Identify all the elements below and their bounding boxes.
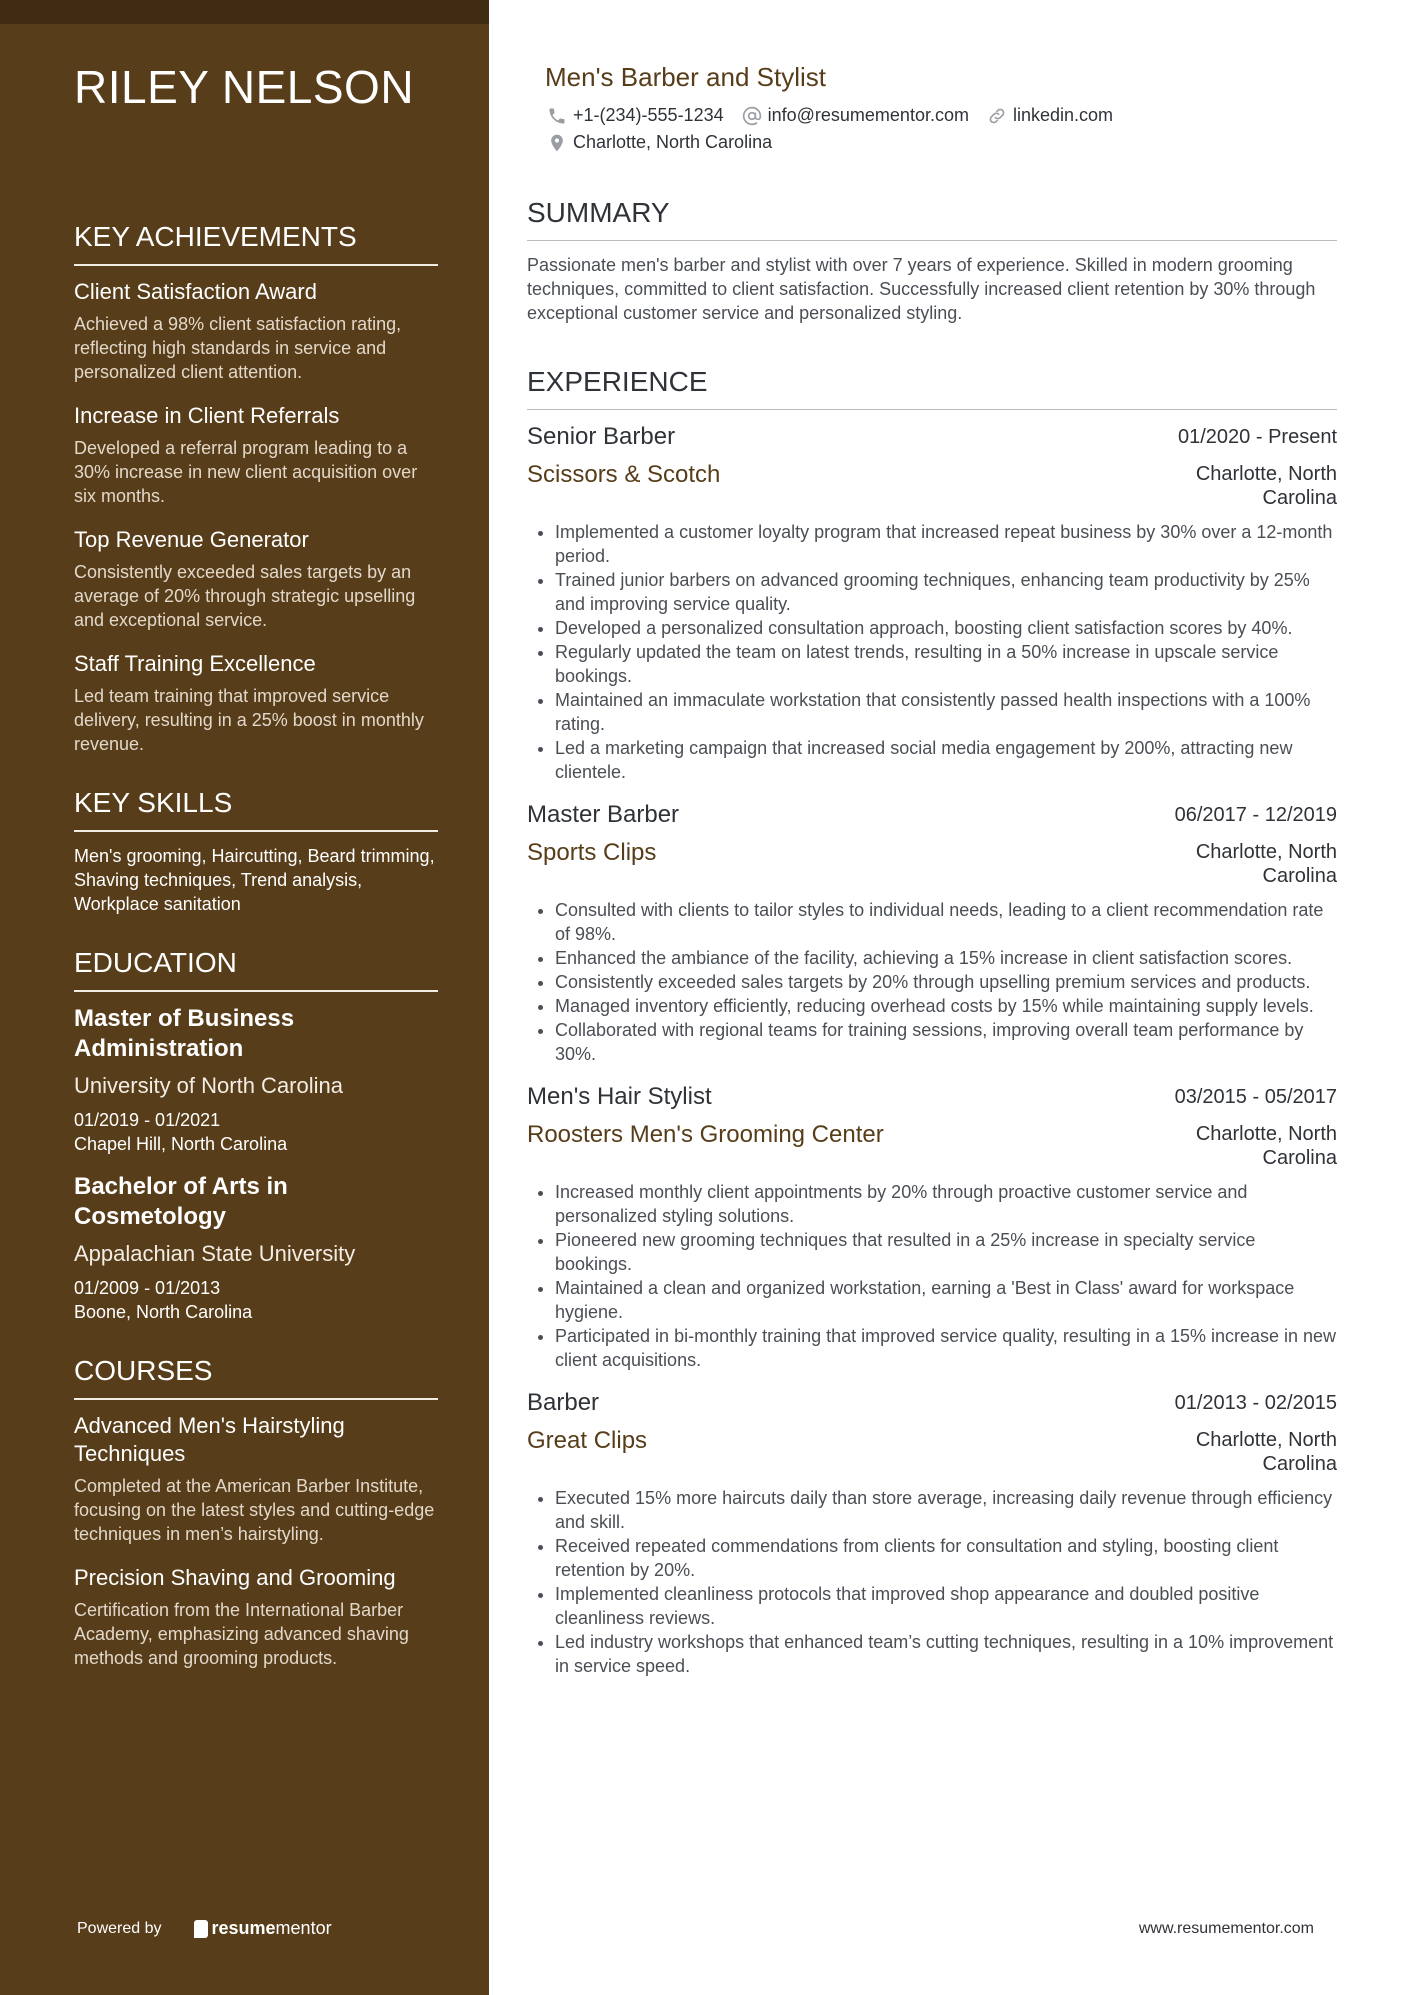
education-dates: 01/2009 - 01/2013 xyxy=(74,1278,221,1298)
contact-location xyxy=(547,129,772,156)
course-desc: Completed at the American Barber Institute, focusing on the latest styles and cutting-edge techniques in men’s hairstyling. xyxy=(74,1476,435,1544)
job-subheader xyxy=(527,1418,1337,1476)
job-location: Charlotte, North Carolina xyxy=(1195,1123,1337,1169)
course-item xyxy=(74,1564,438,1670)
education-location: Boone, North Carolina xyxy=(74,1302,253,1322)
experience-heading: EXPERIENCE xyxy=(527,365,1337,410)
job-bullet: • Managed inventory efficiently, reducing overhead costs by 15% while maintaining supply levels. xyxy=(555,994,1337,1018)
job-entry xyxy=(527,1388,1337,1678)
education-section xyxy=(74,946,438,1324)
achievement-desc: Consistently exceeded sales targets by an average of 20% through strategic upselling and exceptional service. xyxy=(74,562,416,630)
achievement-title: Increase in Client Referrals xyxy=(74,403,340,428)
job-dates: 06/2017 - 12/2019 xyxy=(1174,804,1337,826)
education-item xyxy=(74,1004,438,1156)
job-company: Great Clips xyxy=(527,1427,648,1454)
skills-section xyxy=(74,786,438,916)
course-item xyxy=(74,1412,438,1546)
job-subheader xyxy=(527,830,1337,888)
candidate-name: RILEY NELSON xyxy=(74,61,415,113)
job-bullet: • Led industry workshops that enhanced team’s cutting techniques, resulting in a 10% improvement in service speed. xyxy=(555,1630,1337,1678)
job-bullet: • Participated in bi-monthly training that improved service quality, resulting in a 15% increase in new client acquisitions. xyxy=(555,1324,1337,1372)
contact-linkedin[interactable] xyxy=(987,102,1113,129)
job-dates: 03/2015 - 05/2017 xyxy=(1174,1086,1337,1108)
email-text: info@resumementor.com xyxy=(767,105,969,125)
education-dates: 01/2019 - 01/2021 xyxy=(74,1110,221,1130)
job-location: Charlotte, North Carolina xyxy=(1195,463,1337,509)
job-title: Men's Hair Stylist xyxy=(527,1083,712,1110)
job-bullet: • Received repeated commendations from clients for consultation and styling, boosting client retention by 20%. xyxy=(555,1534,1337,1582)
job-bullet: • Developed a personalized consultation approach, boosting client satisfaction scores by 40%. xyxy=(555,616,1337,640)
summary-section xyxy=(527,196,1337,325)
job-title: Master Barber xyxy=(527,801,680,828)
job-bullets xyxy=(527,1486,1337,1678)
achievement-item xyxy=(74,278,438,384)
achievement-desc: Developed a referral program leading to a 30% increase in new client acquisition over six months. xyxy=(74,438,418,506)
courses-section xyxy=(74,1354,438,1670)
achievement-desc: Led team training that improved service delivery, resulting in a 25% boost in monthly revenue. xyxy=(74,686,424,754)
job-bullet: • Collaborated with regional teams for training sessions, improving overall team performance by 30%. xyxy=(555,1018,1337,1066)
job-entry xyxy=(527,422,1337,784)
location-text: Charlotte, North Carolina xyxy=(573,132,773,152)
job-entry xyxy=(527,800,1337,1066)
job-bullet: • Consulted with clients to tailor styles to individual needs, leading to a client recommendation rate of 98%. xyxy=(555,898,1337,946)
contact-row xyxy=(547,129,1337,156)
main-content xyxy=(527,60,1337,1694)
job-bullet: • Executed 15% more haircuts daily than store average, increasing daily revenue through efficiency and skill. xyxy=(555,1486,1337,1534)
achievement-title: Top Revenue Generator xyxy=(74,527,309,552)
powered-by xyxy=(77,1918,332,1939)
job-company: Roosters Men's Grooming Center xyxy=(527,1121,884,1148)
course-title: Precision Shaving and Grooming xyxy=(74,1565,396,1590)
job-bullet: • Pioneered new grooming techniques that resulted in a 25% increase in specialty service bookings. xyxy=(555,1228,1337,1276)
job-dates: 01/2020 - Present xyxy=(1178,426,1337,448)
achievement-item xyxy=(74,526,438,632)
job-bullet: • Consistently exceeded sales targets by 20% through upselling premium services and products. xyxy=(555,970,1337,994)
job-header xyxy=(527,1082,1337,1112)
education-item xyxy=(74,1172,438,1324)
achievements-section xyxy=(74,220,438,756)
education-location: Chapel Hill, North Carolina xyxy=(74,1134,288,1154)
job-entry xyxy=(527,1082,1337,1372)
education-heading: EDUCATION xyxy=(74,946,438,992)
job-bullets xyxy=(527,898,1337,1066)
phone-icon xyxy=(547,106,567,126)
achievements-heading: KEY ACHIEVEMENTS xyxy=(74,220,438,266)
skills-heading: KEY SKILLS xyxy=(74,786,438,832)
job-bullet: • Enhanced the ambiance of the facility, achieving a 15% increase in client satisfaction scores. xyxy=(555,946,1337,970)
education-school: Appalachian State University xyxy=(74,1241,356,1266)
location-pin-icon xyxy=(547,133,567,153)
logo-text-mentor: mentor xyxy=(275,1918,332,1938)
education-school: University of North Carolina xyxy=(74,1073,343,1098)
contact-info xyxy=(547,102,1337,156)
job-header xyxy=(527,1388,1337,1418)
job-bullet: • Trained junior barbers on advanced grooming techniques, enhancing team productivity by 25% and improving service quality. xyxy=(555,568,1337,616)
contact-row xyxy=(547,102,1337,129)
sidebar-top-band xyxy=(0,0,489,24)
job-title: Barber xyxy=(527,1389,600,1416)
job-company: Scissors & Scotch xyxy=(527,461,721,488)
achievement-item xyxy=(74,650,438,756)
linkedin-text: linkedin.com xyxy=(1012,105,1114,125)
job-bullets xyxy=(527,1180,1337,1372)
footer-website-link[interactable]: www.resumementor.com xyxy=(1138,1920,1314,1937)
sidebar-content xyxy=(74,60,438,1688)
courses-heading: COURSES xyxy=(74,1354,438,1400)
sidebar xyxy=(0,0,489,1995)
job-subheader xyxy=(527,1112,1337,1170)
job-bullet: • Regularly updated the team on latest trends, resulting in a 50% increase in upscale service bookings. xyxy=(555,640,1337,688)
contact-email[interactable] xyxy=(742,102,969,129)
resumementor-logo[interactable] xyxy=(194,1918,332,1939)
job-bullet: • Maintained a clean and organized workstation, earning a 'Best in Class' award for workspace hygiene. xyxy=(555,1276,1337,1324)
education-degree: Master of Business Administration xyxy=(74,1005,295,1062)
job-location: Charlotte, North Carolina xyxy=(1195,841,1337,887)
job-company: Sports Clips xyxy=(527,839,657,866)
job-bullet: • Implemented cleanliness protocols that improved shop appearance and doubled positive cleanliness reviews. xyxy=(555,1582,1337,1630)
achievement-title: Staff Training Excellence xyxy=(74,651,316,676)
logo-mark-icon xyxy=(194,1920,208,1938)
job-title: Senior Barber xyxy=(527,423,676,450)
job-bullet: • Increased monthly client appointments by 20% through proactive customer service and personalized styling solutions. xyxy=(555,1180,1337,1228)
job-bullet: • Led a marketing campaign that increased social media engagement by 200%, attracting new clientele. xyxy=(555,736,1337,784)
achievement-title: Client Satisfaction Award xyxy=(74,279,317,304)
experience-section xyxy=(527,365,1337,1678)
job-bullet: • Implemented a customer loyalty program that increased repeat business by 30% over a 12-month period. xyxy=(555,520,1337,568)
summary-text: Passionate men's barber and stylist with over 7 years of experience. Skilled in modern grooming techniques, committed to client satisfaction. Successfully increased client retention by 30% through exceptional customer service and personalized styling. xyxy=(527,255,1316,323)
achievement-desc: Achieved a 98% client satisfaction rating, reflecting high standards in service and personalized client attention. xyxy=(74,314,402,382)
phone-text: +1-(234)-555-1234 xyxy=(573,105,724,125)
skills-list: Men's grooming, Haircutting, Beard trimming, Shaving techniques, Trend analysis, Workplace sanitation xyxy=(74,846,435,914)
education-degree: Bachelor of Arts in Cosmetology xyxy=(74,1173,288,1230)
job-header xyxy=(527,422,1337,452)
powered-by-label: Powered by xyxy=(77,1919,162,1937)
job-location: Charlotte, North Carolina xyxy=(1195,1429,1337,1475)
job-bullet: • Maintained an immaculate workstation that consistently passed health inspections with a 100% rating. xyxy=(555,688,1337,736)
job-subheader xyxy=(527,452,1337,510)
job-bullets xyxy=(527,520,1337,784)
summary-heading: SUMMARY xyxy=(527,196,1337,241)
at-sign-icon xyxy=(742,106,762,126)
achievement-item xyxy=(74,402,438,508)
job-dates: 01/2013 - 02/2015 xyxy=(1174,1392,1337,1414)
logo-text-resume: resume xyxy=(211,1918,276,1938)
contact-phone[interactable] xyxy=(547,102,724,129)
role-title: Men's Barber and Stylist xyxy=(545,62,826,92)
job-header xyxy=(527,800,1337,830)
course-title: Advanced Men's Hairstyling Techniques xyxy=(74,1413,345,1466)
link-icon xyxy=(987,106,1007,126)
course-desc: Certification from the International Barber Academy, emphasizing advanced shaving methods and grooming products. xyxy=(74,1600,409,1668)
